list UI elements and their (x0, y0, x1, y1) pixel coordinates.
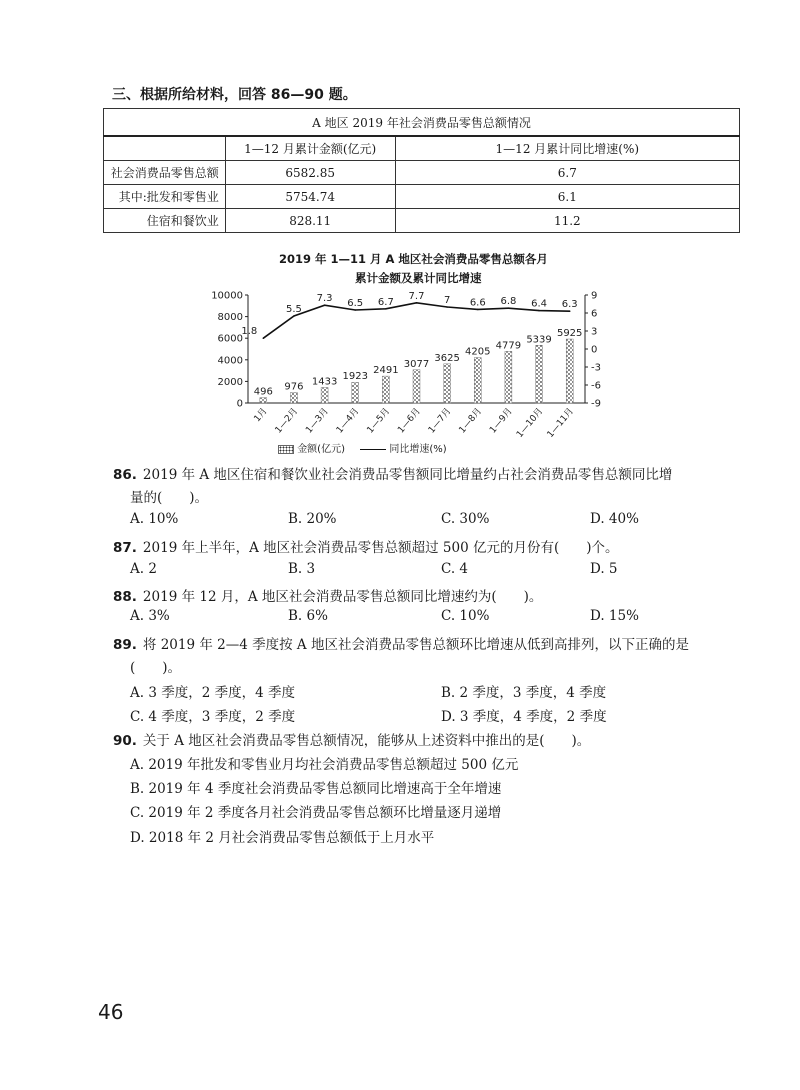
line-data-label: 6.4 (531, 298, 547, 310)
line-data-label: 7.7 (408, 290, 425, 302)
question-90 (113, 729, 590, 749)
growth-line (263, 303, 569, 338)
option-c[interactable]: C. 4 季度，3 季度，2 季度 (130, 709, 296, 725)
left-tick-label: 10000 (211, 290, 243, 302)
left-tick-label: 0 (236, 398, 243, 410)
question-text-cont: ( )。 (130, 660, 182, 676)
bar-data-label: 1433 (311, 376, 338, 388)
line-data-label: 5.5 (286, 304, 302, 315)
right-tick-label: 6 (591, 308, 598, 320)
bar (352, 382, 359, 403)
bar-data-label: 5339 (526, 334, 552, 346)
question-text: 关于 A 地区社会消费品零售总额情况，能够从上述资料中推出的是( )。 (142, 733, 591, 749)
combo-chart (200, 285, 640, 460)
x-tick-label: 1—8月 (457, 406, 485, 436)
line-data-label: 6.6 (469, 297, 486, 309)
line-data-label: 6.7 (377, 296, 394, 308)
x-tick-label: 1—5月 (365, 406, 393, 436)
left-tick-label: 2000 (217, 376, 243, 388)
bar-data-label: 5925 (556, 328, 583, 340)
right-tick-label: 3 (591, 326, 598, 338)
option-a[interactable]: A. 2019 年批发和零售业月均社会消费品零售总额超过 500 亿元 (130, 757, 519, 773)
option-d[interactable]: D. 2018 年 2 月社会消费品零售总额低于上月水平 (130, 830, 435, 846)
option-b[interactable]: B. 20% (288, 511, 337, 527)
bar (444, 364, 451, 403)
bar-data-label: 496 (253, 386, 273, 398)
question-number: 86. (113, 467, 137, 483)
line-point (385, 308, 387, 310)
legend-swatch-bar (278, 445, 294, 454)
bar-data-label: 3625 (434, 352, 460, 364)
x-tick-label: 1—6月 (396, 406, 423, 436)
option-c[interactable]: C. 10% (441, 608, 490, 624)
option-a[interactable]: A. 10% (130, 511, 179, 527)
right-tick-label: -9 (591, 398, 601, 410)
question-88 (113, 585, 542, 605)
option-b[interactable]: B. 2 季度，3 季度，4 季度 (441, 685, 607, 701)
question-number: 90. (113, 733, 137, 749)
option-d[interactable]: D. 40% (590, 511, 639, 527)
line-data-label: 6.5 (347, 298, 364, 309)
line-point (508, 307, 510, 309)
option-b[interactable]: B. 6% (288, 608, 328, 624)
table-row (104, 209, 740, 233)
question-text-cont: 量的( )。 (130, 490, 209, 506)
table-row (104, 161, 740, 185)
chart-title-line1: 2019 年 1—11 月 A 地区社会消费品零售总额各月 (279, 252, 548, 266)
right-tick-label: -6 (591, 380, 601, 392)
bar-data-label: 1923 (342, 371, 368, 383)
legend-label-amount: 金额(亿元) (297, 444, 345, 455)
line-data-label: 1.8 (241, 326, 258, 338)
line-data-label: 6.3 (561, 299, 578, 311)
bar (536, 345, 543, 403)
bar (260, 398, 267, 403)
question-text: 将 2019 年 2—4 季度按 A 地区社会消费品零售总额环比增速从低到高排列，以下正确的是 (142, 637, 689, 653)
bar-data-label: 3077 (403, 358, 430, 370)
question-text: 2019 年 12 月，A 地区社会消费品零售总额同比增速约为( )。 (142, 589, 543, 605)
x-tick-label: 1—2月 (273, 406, 301, 436)
line-data-label: 7.3 (316, 293, 333, 305)
table-title: A 地区 2019 年社会消费品零售总额情况 (104, 109, 740, 137)
data-table (103, 108, 740, 233)
option-a[interactable]: A. 3% (130, 608, 170, 624)
question-number: 87. (113, 540, 137, 556)
table-row (104, 185, 740, 209)
line-data-label: 7 (443, 295, 451, 306)
x-tick-label: 1—7月 (426, 406, 454, 436)
x-tick-label: 1—3月 (304, 406, 331, 436)
bar (505, 351, 512, 403)
col-header-growth: 1—12 月累计同比增速(%) (395, 136, 739, 161)
option-d[interactable]: D. 5 (590, 561, 618, 577)
line-point (538, 310, 540, 312)
legend-label-growth: 同比增速(%) (389, 444, 447, 455)
line-point (263, 337, 265, 339)
line-point (416, 302, 418, 304)
question-number: 89. (113, 637, 137, 653)
option-a[interactable]: A. 3 季度，2 季度，4 季度 (130, 685, 295, 701)
table-corner (104, 136, 226, 161)
option-c[interactable]: C. 30% (441, 511, 490, 527)
col-header-amount: 1—12 月累计金额(亿元) (225, 136, 395, 161)
question-text: 2019 年上半年，A 地区社会消费品零售总额超过 500 亿元的月份有( )个。 (142, 540, 619, 556)
bar-data-label: 4205 (465, 346, 491, 358)
cell-growth: 6.7 (395, 161, 739, 185)
bar (382, 376, 389, 403)
bar (321, 388, 328, 403)
right-tick-label: 9 (591, 290, 598, 302)
row-label: 社会消费品零售总额 (104, 161, 226, 185)
cell-growth: 6.1 (395, 185, 739, 209)
legend-swatch-line (360, 449, 386, 450)
left-tick-label: 4000 (217, 355, 243, 367)
option-b[interactable]: B. 2019 年 4 季度社会消费品零售总额同比增速高于全年增速 (130, 781, 502, 797)
bar-data-label: 4779 (495, 340, 522, 352)
question-87 (113, 536, 619, 556)
chart-legend (278, 440, 447, 455)
option-c[interactable]: C. 4 (441, 561, 469, 577)
chart-title-line2: 累计金额及累计同比增速 (355, 271, 482, 285)
option-a[interactable]: A. 2 (130, 561, 157, 577)
line-data-label: 6.8 (500, 296, 517, 308)
question-number: 88. (113, 589, 137, 605)
row-label: 住宿和餐饮业 (104, 209, 226, 233)
bar-data-label: 976 (284, 381, 304, 393)
bar (566, 339, 573, 403)
bar (290, 392, 297, 403)
cell-amount: 5754.74 (225, 185, 395, 209)
x-tick-label: 1—4月 (334, 406, 362, 436)
x-tick-label: 1—9月 (488, 406, 515, 436)
left-tick-label: 8000 (217, 312, 243, 324)
question-text: 2019 年 A 地区住宿和餐饮业社会消费品零售额同比增量约占社会消费品零售总额同比增 (142, 467, 673, 483)
right-tick-label: -3 (591, 362, 601, 374)
cell-amount: 6582.85 (225, 161, 395, 185)
right-tick-label: 0 (591, 344, 598, 356)
line-point (324, 304, 326, 306)
line-point (354, 309, 356, 311)
x-tick-label: 1—10月 (515, 406, 546, 440)
cell-growth: 11.2 (395, 209, 739, 233)
question-86 (113, 463, 672, 483)
left-tick-label: 6000 (217, 333, 243, 345)
x-tick-label: 1—11月 (545, 406, 576, 440)
line-point (477, 309, 479, 311)
row-label: 其中:批发和零售业 (104, 185, 226, 209)
question-89 (113, 633, 689, 653)
x-tick-label: 1月 (252, 406, 270, 425)
option-c[interactable]: C. 2019 年 2 季度各月社会消费品零售总额环比增量逐月递增 (130, 805, 502, 821)
page-number: 46 (98, 1000, 124, 1024)
option-d[interactable]: D. 3 季度，4 季度，2 季度 (441, 709, 607, 725)
option-d[interactable]: D. 15% (590, 608, 639, 624)
bar (474, 358, 481, 403)
cell-amount: 828.11 (225, 209, 395, 233)
line-point (293, 315, 295, 317)
option-b[interactable]: B. 3 (288, 561, 316, 577)
bar-data-label: 2491 (373, 365, 399, 377)
bar (413, 370, 420, 403)
section-heading: 三、根据所给材料，回答 86—90 题。 (112, 87, 357, 103)
line-point (569, 310, 571, 312)
line-point (446, 306, 448, 308)
